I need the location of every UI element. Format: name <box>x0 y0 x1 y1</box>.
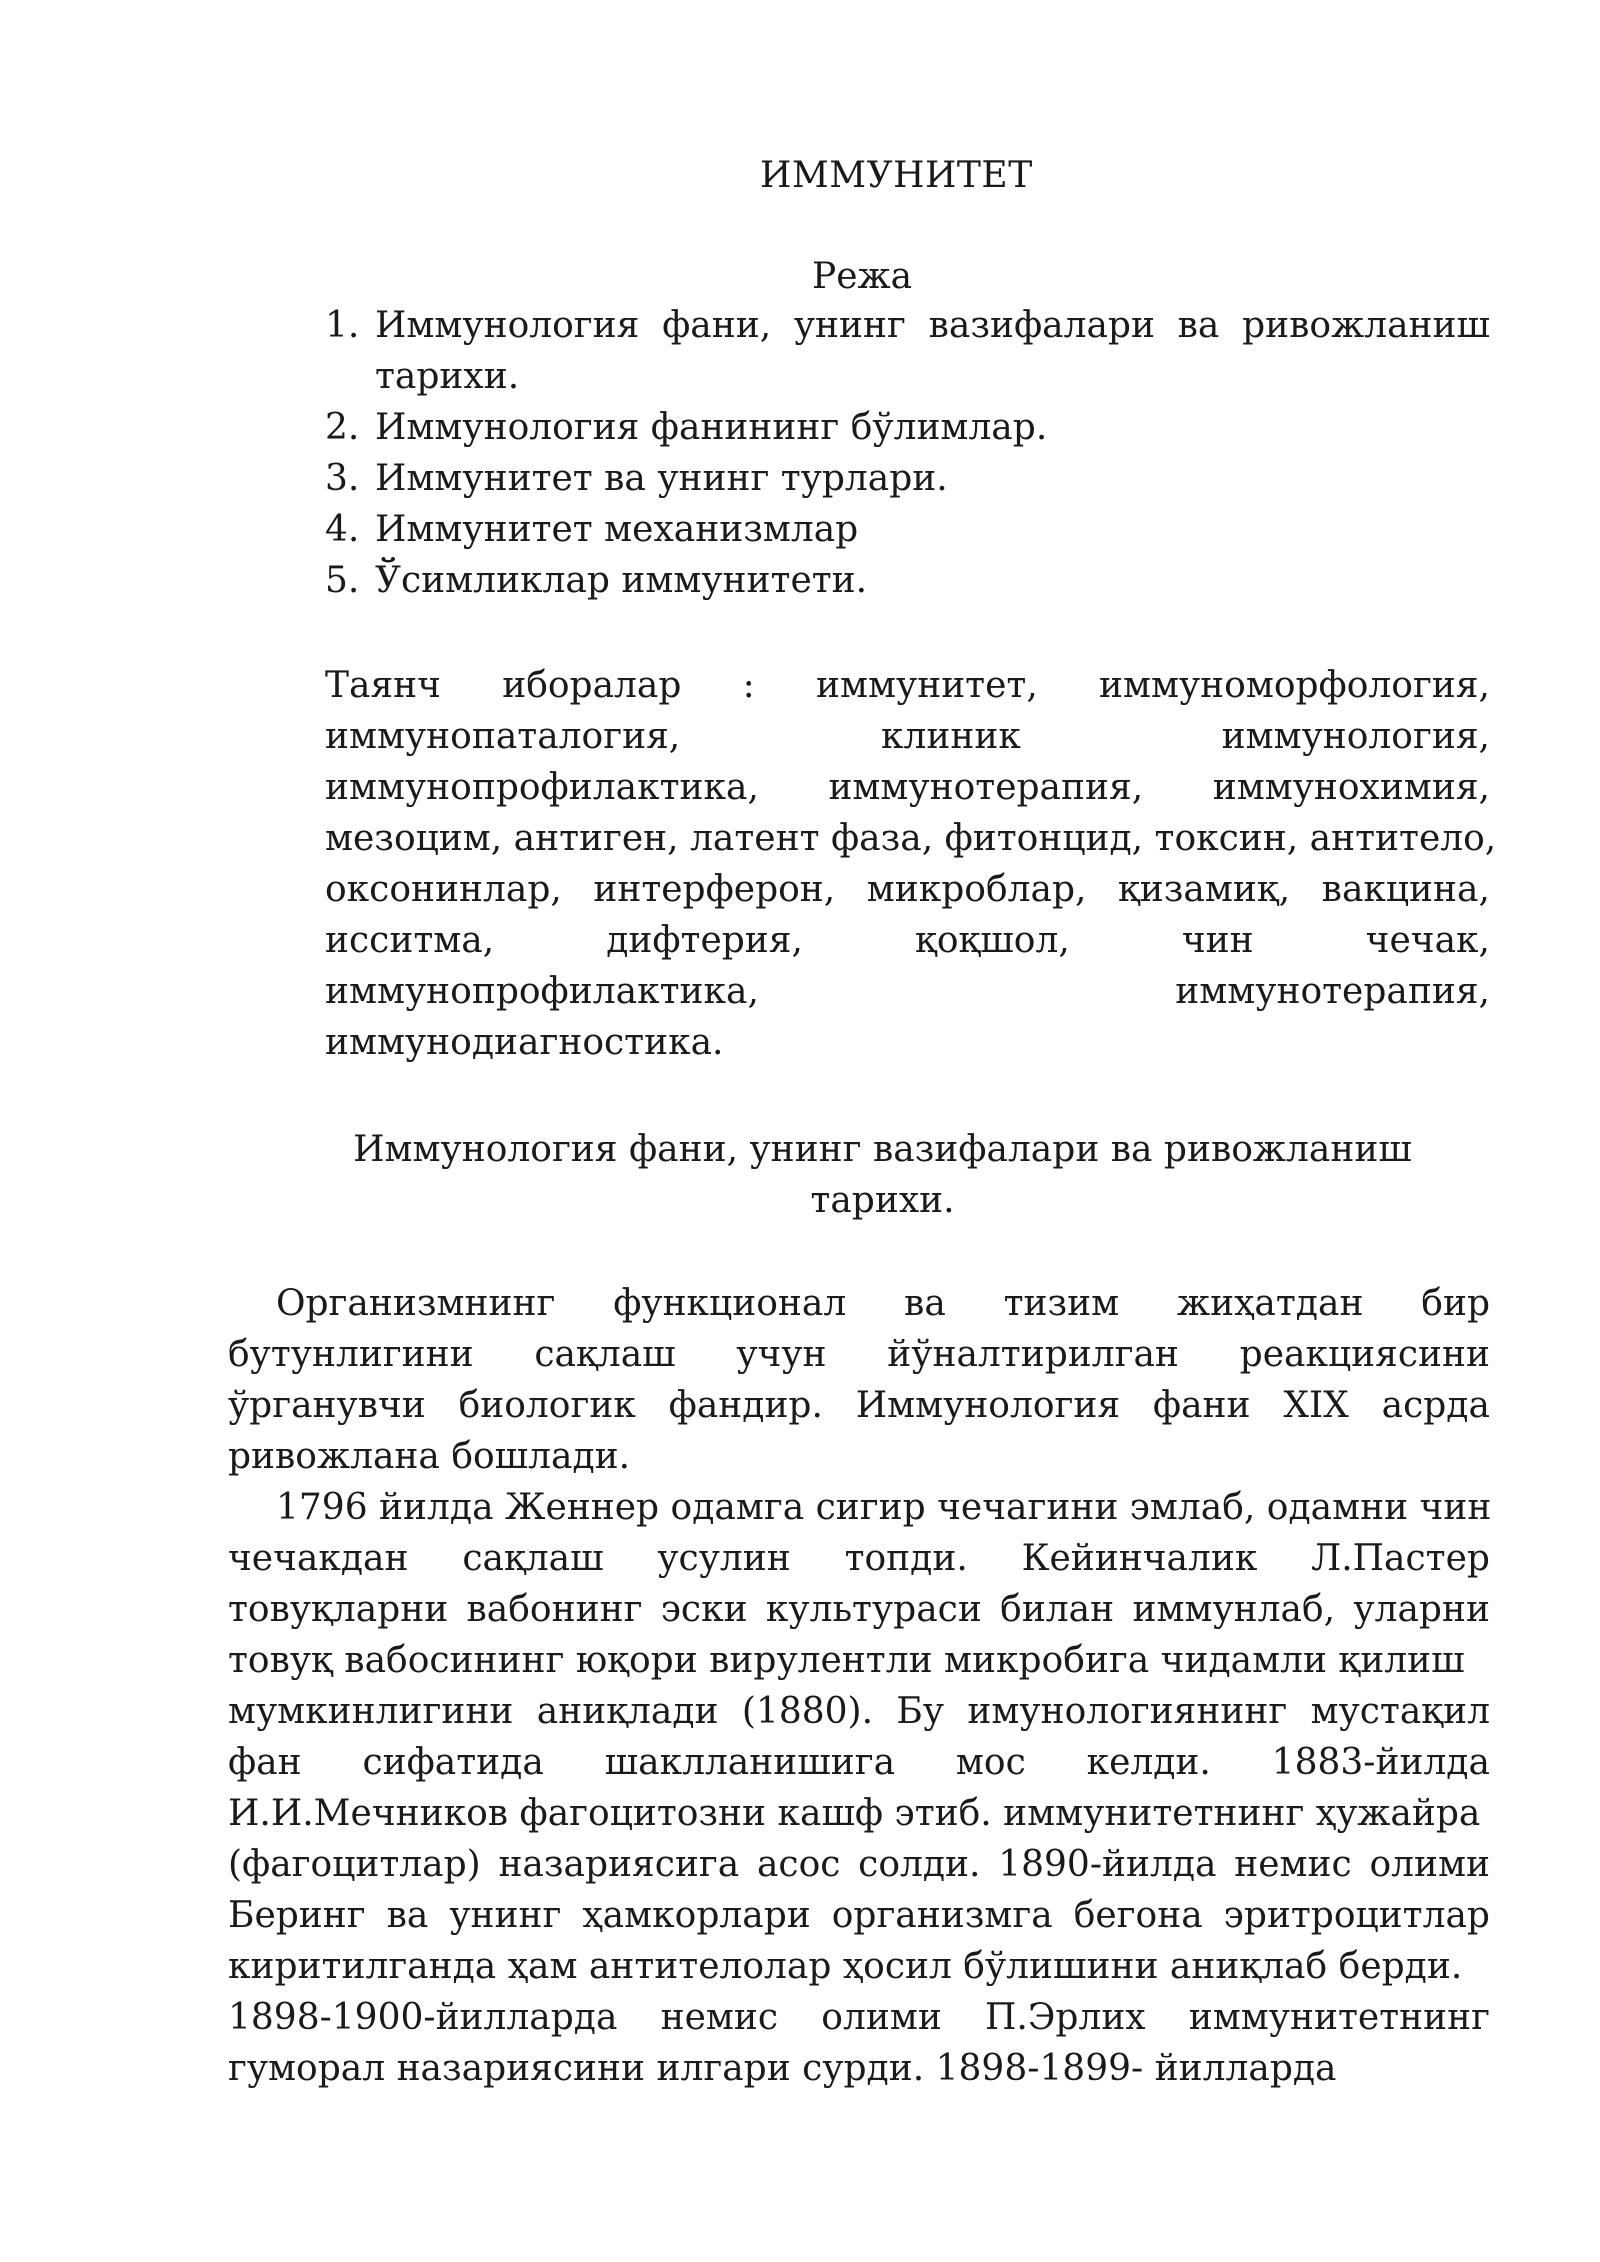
body-text <box>228 1278 1490 2094</box>
text-line <box>228 1890 1490 1941</box>
word: чин <box>1181 920 1254 961</box>
word: сурди. <box>802 2048 925 2089</box>
word: асрда <box>1381 1385 1490 1426</box>
text-line <box>228 1482 1490 1533</box>
word: назариясига <box>498 1844 740 1885</box>
word: вакцина, <box>1321 869 1490 910</box>
word: фани <box>1152 1385 1251 1426</box>
text-line <box>228 1635 1490 1686</box>
word: немис <box>1234 1844 1352 1885</box>
text-line <box>325 915 1490 966</box>
plan-list <box>325 300 1490 606</box>
word: қоқшол, <box>915 920 1070 961</box>
word: товуқларни <box>228 1589 449 1630</box>
word: ўрганувчи <box>228 1385 426 1426</box>
word: киритилганда ҳам антителолар ҳосил бўлишини аниқлаб берди. <box>228 1946 1463 1987</box>
word: билан <box>1000 1589 1115 1630</box>
paragraph-1 <box>228 1278 1490 1482</box>
plan-item <box>325 555 1490 606</box>
word: 1796 йилда Женнер одамга сигир чечагини эмлаб, одамни чин <box>276 1487 1492 1528</box>
word: иммунотерапия, <box>828 767 1144 808</box>
plan-item-text: Ўсимликлар иммунитети. <box>375 560 868 601</box>
plan-item <box>325 504 1490 555</box>
word: ҳамкорлари <box>582 1895 811 1936</box>
keywords-paragraph <box>325 660 1497 1068</box>
text-line <box>228 1329 1490 1380</box>
word: 1898-1900-йилларда <box>228 1997 618 2038</box>
word: Таянч <box>325 665 441 706</box>
word: гуморал <box>228 2048 386 2089</box>
word: Л.Пастер <box>1311 1538 1490 1579</box>
plan-item-text: Иммунитет ва унинг турлари. <box>375 458 948 499</box>
word: функционал <box>613 1283 847 1324</box>
word: шаклланишига <box>604 1742 896 1783</box>
word: фандир. <box>668 1385 823 1426</box>
word: иборалар <box>502 665 682 706</box>
word: эски <box>660 1589 748 1630</box>
word: культураси <box>765 1589 982 1630</box>
word: иммунотерапия, <box>1175 971 1490 1012</box>
text-line <box>228 1941 1490 1992</box>
word: Бу <box>896 1691 945 1732</box>
word: олими <box>821 1997 942 2038</box>
text-line <box>325 813 1497 864</box>
plan-item-text: Иммунитет механизмлар <box>375 509 859 550</box>
text-line <box>325 711 1490 762</box>
text-line <box>228 1533 1490 1584</box>
word: иммунитет, <box>816 665 1038 706</box>
word: интерферон, <box>593 869 836 910</box>
word: (1880). <box>741 1691 874 1732</box>
word: Кейинчалик <box>1021 1538 1258 1579</box>
word: микроблар, <box>866 869 1087 910</box>
word: вабонинг <box>466 1589 643 1630</box>
plan-item-text: Иммунология фанининг бўлимлар. <box>375 407 1048 448</box>
word: жиҳатдан <box>1177 1283 1364 1324</box>
word: дифтерия, <box>606 920 803 961</box>
word: биологик <box>458 1385 636 1426</box>
word: олими <box>1369 1844 1490 1885</box>
word: И.И.Мечников фагоцитозни кашф этиб. иммунитетнинг ҳужайра <box>228 1793 1481 1834</box>
text-line <box>228 1431 1490 1482</box>
text-line <box>325 966 1490 1017</box>
word: илгари <box>656 2048 791 2089</box>
word: иммунохимия, <box>1212 767 1490 808</box>
word: 1898-1899- <box>935 2048 1144 2089</box>
word: имунологиянинг <box>967 1691 1288 1732</box>
word: 1883-йилда <box>1271 1742 1490 1783</box>
text-line <box>228 2043 1490 2094</box>
text-line <box>228 1992 1490 2043</box>
section-heading-line: тарихи. <box>810 1180 955 1221</box>
word: мезоцим, антиген, латент фаза, фитонцид, токсин, антитело, <box>325 818 1497 859</box>
word: аниқлади <box>536 1691 719 1732</box>
word: П.Эрлих <box>985 1997 1146 2038</box>
word: : <box>742 665 755 706</box>
word: бегона <box>1073 1895 1203 1936</box>
word: мустақил <box>1310 1691 1490 1732</box>
word: сифатида <box>362 1742 544 1783</box>
word: иммунлаб, <box>1132 1589 1336 1630</box>
word: исситма, <box>325 920 495 961</box>
word: эритроцитлар <box>1223 1895 1490 1936</box>
plan-heading: Режа <box>812 256 913 297</box>
word: чечакдан <box>228 1538 409 1579</box>
word: уларни <box>1353 1589 1490 1630</box>
word: иммунопрофилактика, <box>325 767 759 808</box>
word: (фагоцитлар) <box>228 1844 481 1885</box>
word: келди. <box>1086 1742 1211 1783</box>
section-heading <box>325 1124 1440 1226</box>
text-line <box>325 864 1490 915</box>
plan-item-number: 3. <box>325 458 360 499</box>
word: унинг <box>449 1895 562 1936</box>
word: Организмнинг <box>276 1283 556 1324</box>
word: қизамиқ, <box>1117 869 1291 910</box>
word: Иммунология <box>855 1385 1121 1426</box>
word: учун <box>736 1334 827 1375</box>
word: сақлаш <box>534 1334 676 1375</box>
word: иммунопрофилактика, <box>325 971 759 1012</box>
plan-item-number: 2. <box>325 407 360 448</box>
word: клиник <box>880 716 1021 757</box>
word: мос <box>955 1742 1026 1783</box>
text-line <box>228 1380 1490 1431</box>
word: бир <box>1421 1283 1490 1324</box>
word: ва <box>386 1895 429 1936</box>
word: иммунитетнинг <box>1188 1997 1490 2038</box>
text-line <box>325 762 1490 813</box>
word: йўналтирилган <box>887 1334 1179 1375</box>
plan-item <box>325 402 1490 453</box>
word: Беринг <box>228 1895 366 1936</box>
word: асос <box>756 1844 841 1885</box>
word: ривожлана бошлади. <box>228 1436 631 1477</box>
section-heading-line: Иммунология фани, унинг вазифалари ва ривожланиш <box>353 1129 1412 1170</box>
word: ва <box>904 1283 946 1324</box>
text-line <box>228 1737 1490 1788</box>
word: иммунология, <box>1221 716 1490 757</box>
plan-item-number: 5. <box>325 560 360 601</box>
word: немис <box>660 1997 779 2038</box>
paragraph-2 <box>228 1482 1490 2094</box>
text-line <box>228 1584 1490 1635</box>
word: оксонинлар, <box>325 869 562 910</box>
word: солди. <box>858 1844 981 1885</box>
word: реакциясини <box>1239 1334 1490 1375</box>
word: сақлаш <box>462 1538 604 1579</box>
plan-item-number: 1. <box>325 305 360 346</box>
word: бутунлигини <box>228 1334 474 1375</box>
word: XIX <box>1283 1385 1349 1426</box>
word: фан <box>228 1742 302 1783</box>
word: иммуноморфология, <box>1098 665 1490 706</box>
word: товуқ вабосининг юқори вирулентли микробига чидамли қилиш <box>228 1640 1465 1681</box>
word: тизим <box>1003 1283 1120 1324</box>
text-line <box>228 1686 1490 1737</box>
plan-item <box>325 300 1490 402</box>
word: чечак, <box>1365 920 1490 961</box>
word: йилларда <box>1154 2048 1337 2089</box>
plan-item <box>325 453 1490 504</box>
word: иммунодиагностика. <box>325 1022 724 1063</box>
plan-item-number: 4. <box>325 509 360 550</box>
text-line <box>228 1278 1490 1329</box>
text-line <box>228 1788 1490 1839</box>
word: организмга <box>831 1895 1053 1936</box>
word: 1890-йилда <box>998 1844 1217 1885</box>
text-line <box>325 1017 1490 1068</box>
word: иммунопаталогия, <box>325 716 681 757</box>
word: топди. <box>844 1538 968 1579</box>
text-line <box>228 1839 1490 1890</box>
plan-item-text: Иммунология фани, унинг вазифалари ва ривожланиш тарихи. <box>375 305 1490 397</box>
document-title: ИММУНИТЕТ <box>760 155 1033 196</box>
word: назариясини <box>396 2048 646 2089</box>
text-line <box>325 660 1490 711</box>
word: мумкинлигини <box>228 1691 514 1732</box>
word: усулин <box>657 1538 791 1579</box>
